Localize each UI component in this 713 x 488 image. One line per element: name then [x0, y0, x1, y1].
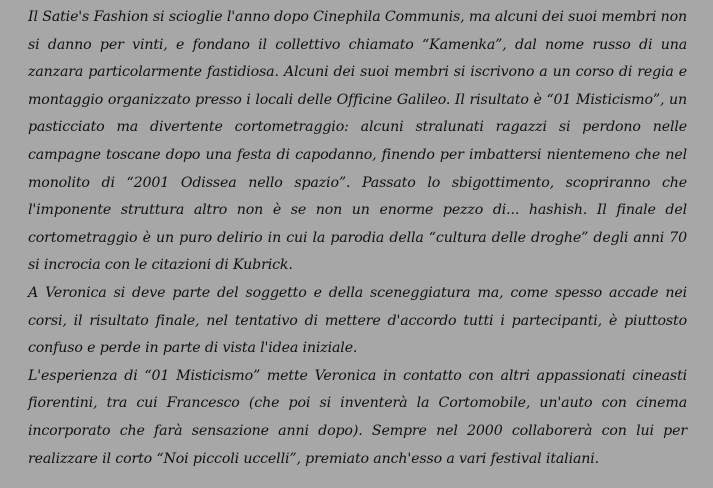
paragraph-veronica-script: A Veronica si deve parte del soggetto e della sceneggiatura ma, come spesso accade nei corsi, il risultato finale, nel tentativo di mettere d'accordo tutti i partecipanti, è piuttosto confuso e perde in parte di vista l'idea iniziale.	[28, 284, 687, 357]
paragraph-cortomobile: L'esperienza di “01 Misticismo” mette Veronica in contatto con altri appassionati cineasti fiorentini, tra cui Francesco (che poi si inventerà la Cortomobile, un'auto con cinema incorporato che farà sensazione anni dopo). Sempre nel 2000 collaborerà con lui per realizzare il corto “Noi piccoli uccelli”, premiato anch'esso a vari festival italiani.	[28, 367, 687, 467]
paragraph-kamenka: Il Satie's Fashion si scioglie l'anno dopo Cinephila Communis, ma alcuni dei suoi membri non si danno per vinti, e fondano il collettivo chiamato “Kamenka”, dal nome russo di una zanzara particolarmente fastidiosa. Alcuni dei suoi membri si iscrivono a un corso di regia e montaggio organizzato presso i locali delle Officine Galileo. Il risultato è “01 Misticismo”, un pasticciato ma divertente cortometraggio: alcuni stralunati ragazzi si perdono nelle campagne toscane dopo una festa di capodanno, finendo per imbattersi nientemeno che nel monolito di “2001 Odissea nello spazio”. Passato lo sbigottimento, scopriranno che l'imponente struttura altro non è se non un enorme pezzo di... hashish. Il finale del cortometraggio è un puro delirio in cui la parodia della “cultura delle droghe” degli anni 70 si incrocia con le citazioni di Kubrick.	[28, 9, 687, 274]
